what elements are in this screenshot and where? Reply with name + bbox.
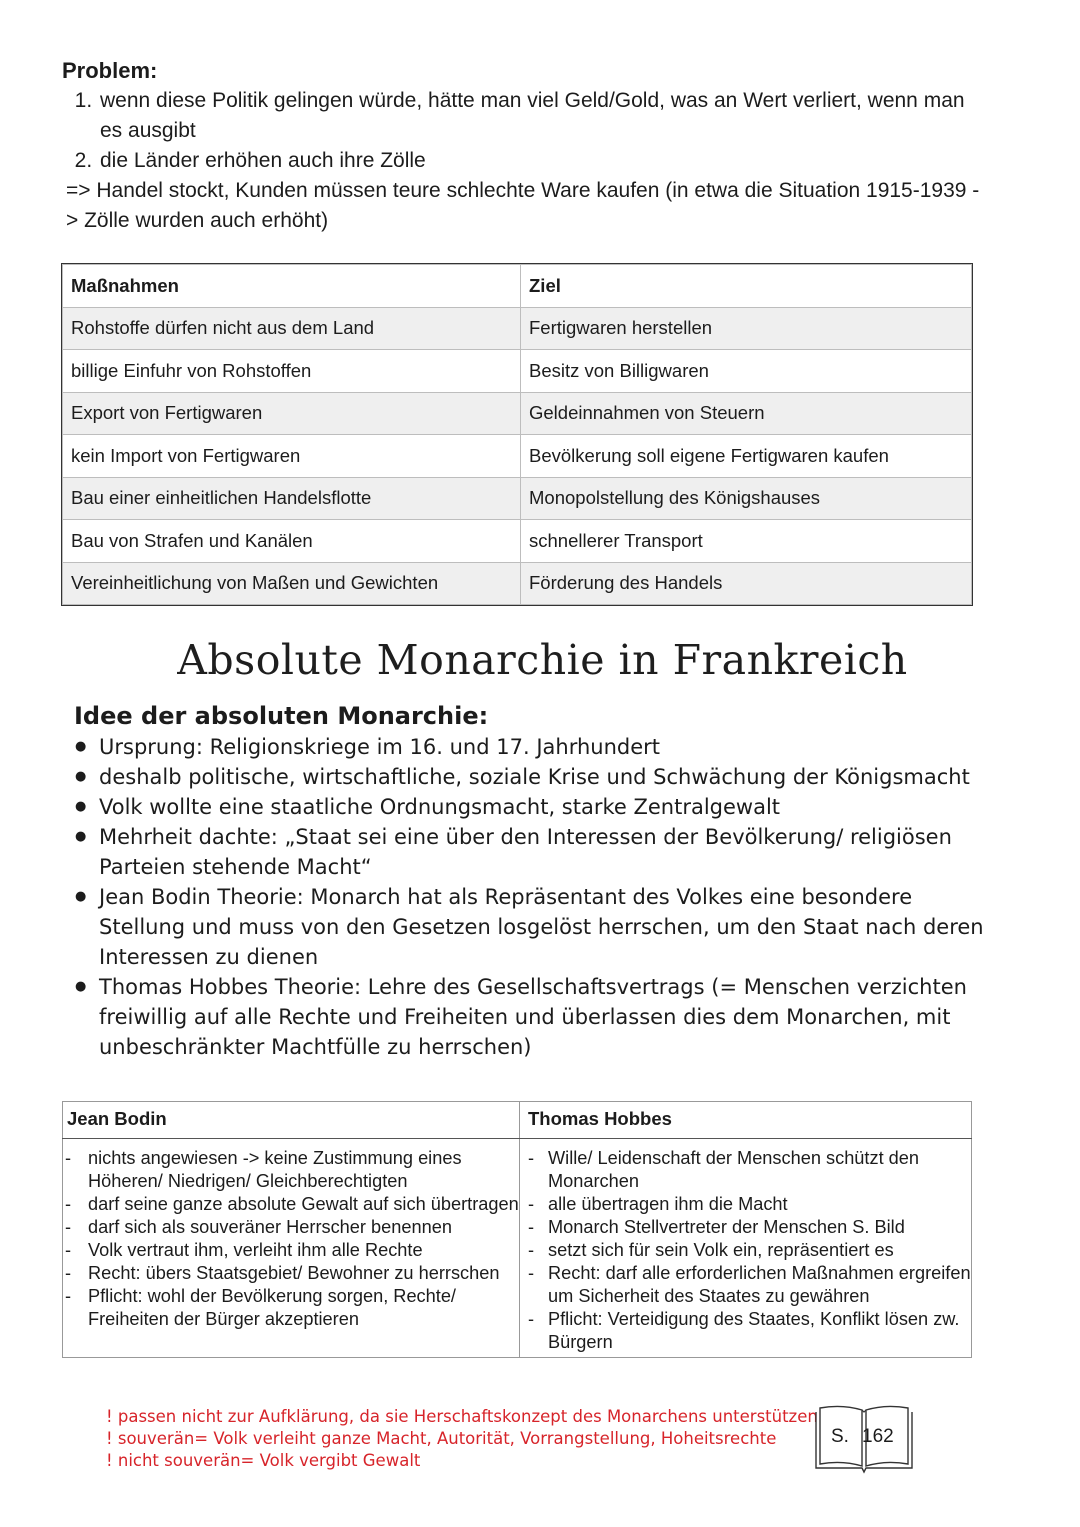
list-item: ● Ursprung: Religionskriege im 16. und 17. Jahrhundert bbox=[99, 732, 994, 762]
problem-item: 2. die Länder erhöhen auch ihre Zölle bbox=[98, 146, 982, 176]
table-row bbox=[63, 1139, 972, 1358]
bodin-list bbox=[63, 1147, 519, 1331]
hobbes-list bbox=[520, 1147, 971, 1354]
table-row bbox=[63, 477, 972, 520]
page-reference bbox=[812, 1402, 916, 1474]
table-row bbox=[63, 562, 972, 605]
note-line: ! nicht souverän= Volk vergibt Gewalt bbox=[106, 1451, 421, 1470]
problem-conclusion: => Handel stockt, Kunden müssen teure schlechte Ware kaufen (in etwa die Situation 1915-1939 -> Zölle wurden auch erhöht) bbox=[66, 179, 980, 232]
table-row bbox=[63, 435, 972, 478]
page-number: 162 bbox=[862, 1426, 894, 1447]
goal-cell: Monopolstellung des Königshauses bbox=[521, 477, 972, 520]
idea-section bbox=[74, 700, 994, 1062]
list-item: ● Jean Bodin Theorie: Monarch hat als Repräsentant des Volkes eine besondere Stellung und muss von den Gesetzen losgelöst herrschen, um den Staat nach deren Interessen zu dienen bbox=[99, 882, 994, 972]
table-header-row bbox=[63, 1102, 972, 1139]
list-item: - alle übertragen ihm die Macht bbox=[520, 1193, 971, 1216]
column-header-hobbes: Thomas Hobbes bbox=[520, 1102, 972, 1139]
list-item: ● Mehrheit dachte: „Staat sei eine über den Interessen der Bevölkerung/ religiösen Parteien stehende Macht“ bbox=[99, 822, 994, 882]
measure-cell: Vereinheitlichung von Maßen und Gewichten bbox=[63, 562, 521, 605]
goal-cell: Fertigwaren herstellen bbox=[521, 307, 972, 350]
idea-title: Idee der absoluten Monarchie: bbox=[74, 702, 489, 730]
goal-cell: Förderung des Handels bbox=[521, 562, 972, 605]
problem-list bbox=[62, 86, 982, 176]
list-item: - Pflicht: wohl der Bevölkerung sorgen, Rechte/ Freiheiten der Bürger akzeptieren bbox=[63, 1285, 519, 1331]
list-item: - setzt sich für sein Volk ein, repräsentiert es bbox=[520, 1239, 971, 1262]
list-item: - Recht: darf alle erforderlichen Maßnahmen ergreifen um Sicherheit des Staates zu gewähren bbox=[520, 1262, 971, 1308]
table-header-row bbox=[63, 265, 972, 308]
measure-cell: billige Einfuhr von Rohstoffen bbox=[63, 350, 521, 393]
hobbes-cell bbox=[520, 1139, 972, 1358]
note-line: ! souverän= Volk verleiht ganze Macht, Autorität, Vorrangstellung, Hoheitsrechte bbox=[106, 1429, 777, 1448]
problem-section bbox=[62, 56, 982, 236]
measures-table bbox=[62, 264, 972, 605]
page-title: Absolute Monarchie in Frankreich bbox=[177, 636, 908, 684]
note-line: ! passen nicht zur Aufklärung, da sie Herschaftskonzept des Monarchens unterstützen bbox=[106, 1407, 818, 1426]
column-header-goal: Ziel bbox=[521, 265, 972, 308]
bodin-cell bbox=[63, 1139, 520, 1358]
goal-cell: Besitz von Billigwaren bbox=[521, 350, 972, 393]
list-item: - darf sich als souveräner Herrscher benennen bbox=[63, 1216, 519, 1239]
list-item: ● Thomas Hobbes Theorie: Lehre des Gesellschaftsvertrags (= Menschen verzichten freiwillig auf alle Rechte und Freiheiten und überlassen dies dem Monarchen, mit unbeschränkter Machtfülle zu herrschen) bbox=[99, 972, 994, 1062]
measure-cell: Bau einer einheitlichen Handelsflotte bbox=[63, 477, 521, 520]
goal-cell: Geldeinnahmen von Steuern bbox=[521, 392, 972, 435]
list-item: - Pflicht: Verteidigung des Staates, Konflikt lösen zw. Bürgern bbox=[520, 1308, 971, 1354]
list-item: - nichts angewiesen -> keine Zustimmung eines Höheren/ Niedrigen/ Gleichberechtigten bbox=[63, 1147, 519, 1193]
goal-cell: Bevölkerung soll eigene Fertigwaren kaufen bbox=[521, 435, 972, 478]
problem-title: Problem: bbox=[62, 58, 158, 83]
column-header-measures: Maßnahmen bbox=[63, 265, 521, 308]
column-header-bodin: Jean Bodin bbox=[63, 1102, 520, 1139]
list-item: - Volk vertraut ihm, verleiht ihm alle Rechte bbox=[63, 1239, 519, 1262]
measure-cell: Bau von Strafen und Kanälen bbox=[63, 520, 521, 563]
list-item: ● deshalb politische, wirtschaftliche, soziale Krise und Schwächung der Königsmacht bbox=[99, 762, 994, 792]
list-item: - Wille/ Leidenschaft der Menschen schützt den Monarchen bbox=[520, 1147, 971, 1193]
problem-item: 1. wenn diese Politik gelingen würde, hätte man viel Geld/Gold, was an Wert verliert, wenn man es ausgibt bbox=[98, 86, 982, 146]
notes-section bbox=[106, 1406, 818, 1472]
idea-list bbox=[74, 732, 994, 1062]
list-item: - Recht: übers Staatsgebiet/ Bewohner zu herrschen bbox=[63, 1262, 519, 1285]
list-item: - Monarch Stellvertreter der Menschen S. Bild bbox=[520, 1216, 971, 1239]
comparison-table bbox=[62, 1101, 972, 1358]
measure-cell: Export von Fertigwaren bbox=[63, 392, 521, 435]
list-item: ● Volk wollte eine staatliche Ordnungsmacht, starke Zentralgewalt bbox=[99, 792, 994, 822]
goal-cell: schnellerer Transport bbox=[521, 520, 972, 563]
table-row bbox=[63, 350, 972, 393]
table-row bbox=[63, 520, 972, 563]
list-item: - darf seine ganze absolute Gewalt auf sich übertragen bbox=[63, 1193, 519, 1216]
measure-cell: kein Import von Fertigwaren bbox=[63, 435, 521, 478]
measure-cell: Rohstoffe dürfen nicht aus dem Land bbox=[63, 307, 521, 350]
table-row bbox=[63, 392, 972, 435]
table-row bbox=[63, 307, 972, 350]
page-label: S. bbox=[831, 1426, 849, 1447]
